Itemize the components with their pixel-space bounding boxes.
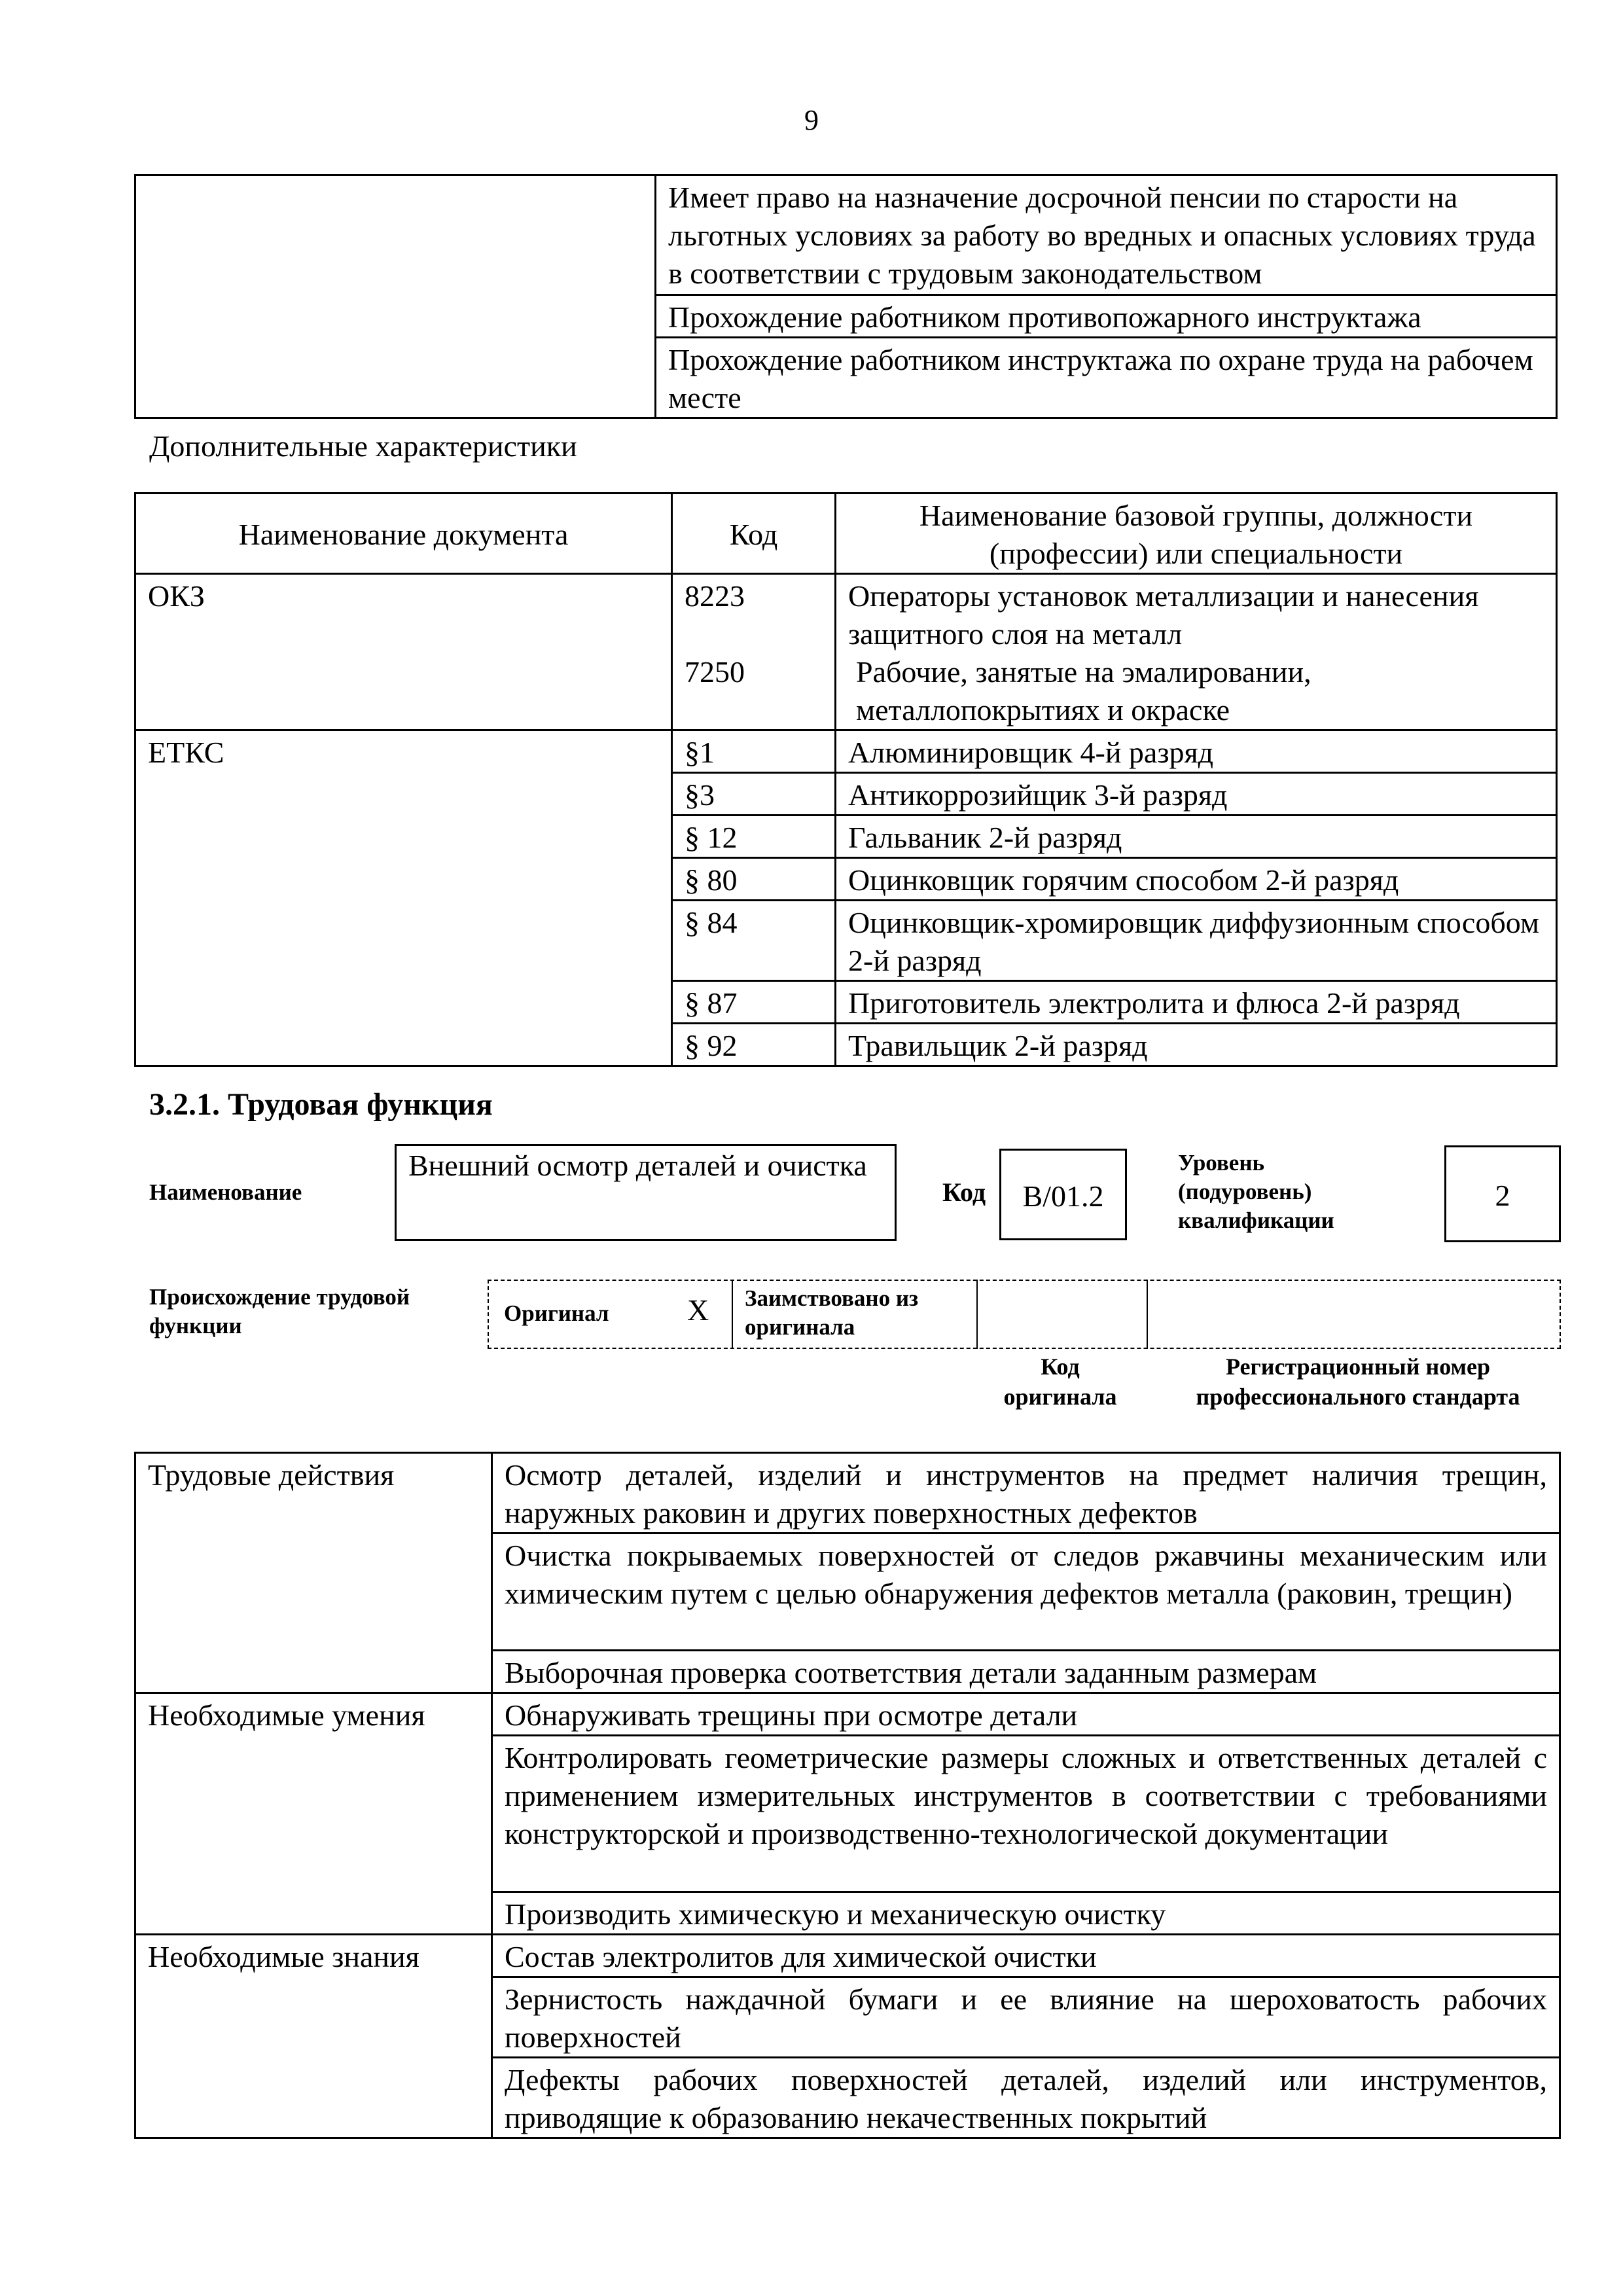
okz-code-2: 7250: [685, 655, 745, 689]
origin-label: Происхождение трудовой функции: [149, 1284, 410, 1338]
skills-label: Необходимые умения: [135, 1693, 492, 1935]
code-value: B/01.2: [1022, 1179, 1104, 1213]
header-doc: Наименование документа: [135, 493, 672, 574]
skill-item: Производить химическую и механическую очистку: [492, 1892, 1560, 1935]
table-row: [135, 1935, 1560, 1977]
action-item: Очистка покрываемых поверхностей от следов ржавчины механическим или химическим путем с целью обнаружения дефектов металла (раковин, трещин): [492, 1534, 1560, 1651]
top-continuation-table: [134, 174, 1558, 419]
table-row: [135, 175, 1557, 295]
actions-label: Трудовые действия: [135, 1453, 492, 1693]
table-row: [135, 1693, 1560, 1736]
name-value: Внешний осмотр деталей и очистка: [408, 1149, 867, 1182]
etks-code: § 84: [672, 901, 836, 981]
skill-item: Контролировать геометрические размеры сложных и ответственных деталей с применением измерительных инструментов в соответствии с требованиями конструкторской и производственно-технологической документации: [492, 1736, 1560, 1892]
knowledge-label: Необходимые знания: [135, 1935, 492, 2138]
code-label: Код: [942, 1177, 986, 1207]
etks-name: Антикоррозийщик 3-й разряд: [836, 773, 1557, 816]
etks-doc: ЕТКС: [135, 730, 672, 1066]
original-mark: X: [687, 1293, 709, 1327]
labor-function-heading: 3.2.1. Трудовая функция: [149, 1087, 493, 1122]
etks-name: Приготовитель электролита и флюса 2-й разряд: [836, 981, 1557, 1024]
etks-code: § 92: [672, 1024, 836, 1066]
level-value: 2: [1495, 1179, 1510, 1212]
etks-name: Гальваник 2-й разряд: [836, 816, 1557, 858]
level-value-box: [1444, 1145, 1561, 1242]
code-original-caption: Код оригинала: [1003, 1354, 1117, 1410]
table-cell: Имеет право на назначение досрочной пенсии по старости на льготных условиях за работу во вредных и опасных условиях труда в соответствии с трудовым законодательством: [656, 175, 1557, 295]
action-item: Выборочная проверка соответствия детали заданным размерам: [492, 1651, 1560, 1693]
origin-row: [488, 1280, 1561, 1349]
additional-characteristics-heading: Дополнительные характеристики: [149, 429, 577, 463]
empty-label-cell: [135, 175, 656, 418]
okz-doc: ОКЗ: [135, 574, 672, 730]
etks-code: §3: [672, 773, 836, 816]
table-row: [135, 730, 1557, 773]
action-item: Осмотр деталей, изделий и инструментов на предмет наличия трещин, наружных раковин и других поверхностных дефектов: [492, 1453, 1560, 1534]
etks-code: § 12: [672, 816, 836, 858]
origin-divider: [1147, 1280, 1148, 1349]
etks-name: Оцинковщик-хромировщик диффузионным способом 2-й разряд: [836, 901, 1557, 981]
etks-name: Оцинковщик горячим способом 2-й разряд: [836, 858, 1557, 901]
knowledge-item: Состав электролитов для химической очистки: [492, 1935, 1560, 1977]
okz-name-2: Рабочие, занятые на эмалировании, металлопокрытиях и окраске: [856, 655, 1311, 726]
name-value-box: [395, 1144, 897, 1241]
okz-names: [836, 574, 1557, 730]
original-label: Оригинал: [504, 1300, 609, 1326]
okz-codes: [672, 574, 836, 730]
table-cell: Прохождение работником противопожарного инструктажа: [656, 295, 1557, 338]
knowledge-item: Дефекты рабочих поверхностей деталей, изделий или инструментов, приводящие к образованию некачественных покрытий: [492, 2058, 1560, 2138]
level-label: Уровень (подуровень) квалификации: [1178, 1150, 1334, 1233]
okz-name-1: Операторы установок металлизации и нанесения защитного слоя на металл: [848, 579, 1479, 651]
etks-name: Алюминировщик 4-й разряд: [836, 730, 1557, 773]
header-code: Код: [672, 493, 836, 574]
table-cell: Прохождение работником инструктажа по охране труда на рабочем месте: [656, 338, 1557, 418]
origin-divider: [732, 1280, 733, 1349]
code-value-box: [999, 1149, 1127, 1240]
additional-characteristics-table: [134, 492, 1558, 1067]
table-row: [135, 1453, 1560, 1534]
knowledge-item: Зернистость наждачной бумаги и ее влияние на шероховатость рабочих поверхностей: [492, 1977, 1560, 2058]
etks-code: §1: [672, 730, 836, 773]
okz-code-1: 8223: [685, 579, 745, 613]
table-header-row: [135, 493, 1557, 574]
labor-function-details-table: [134, 1452, 1561, 2139]
etks-name: Травильщик 2-й разряд: [836, 1024, 1557, 1066]
reg-number-caption: Регистрационный номер профессионального стандарта: [1196, 1354, 1520, 1410]
table-row: [135, 574, 1557, 730]
borrowed-label: Заимствовано из оригинала: [745, 1285, 919, 1340]
origin-divider: [976, 1280, 978, 1349]
etks-code: § 87: [672, 981, 836, 1024]
header-group: Наименование базовой группы, должности (профессии) или специальности: [836, 493, 1557, 574]
name-label: Наименование: [149, 1179, 302, 1205]
skill-item: Обнаруживать трещины при осмотре детали: [492, 1693, 1560, 1736]
page-number: 9: [804, 104, 819, 136]
etks-code: § 80: [672, 858, 836, 901]
